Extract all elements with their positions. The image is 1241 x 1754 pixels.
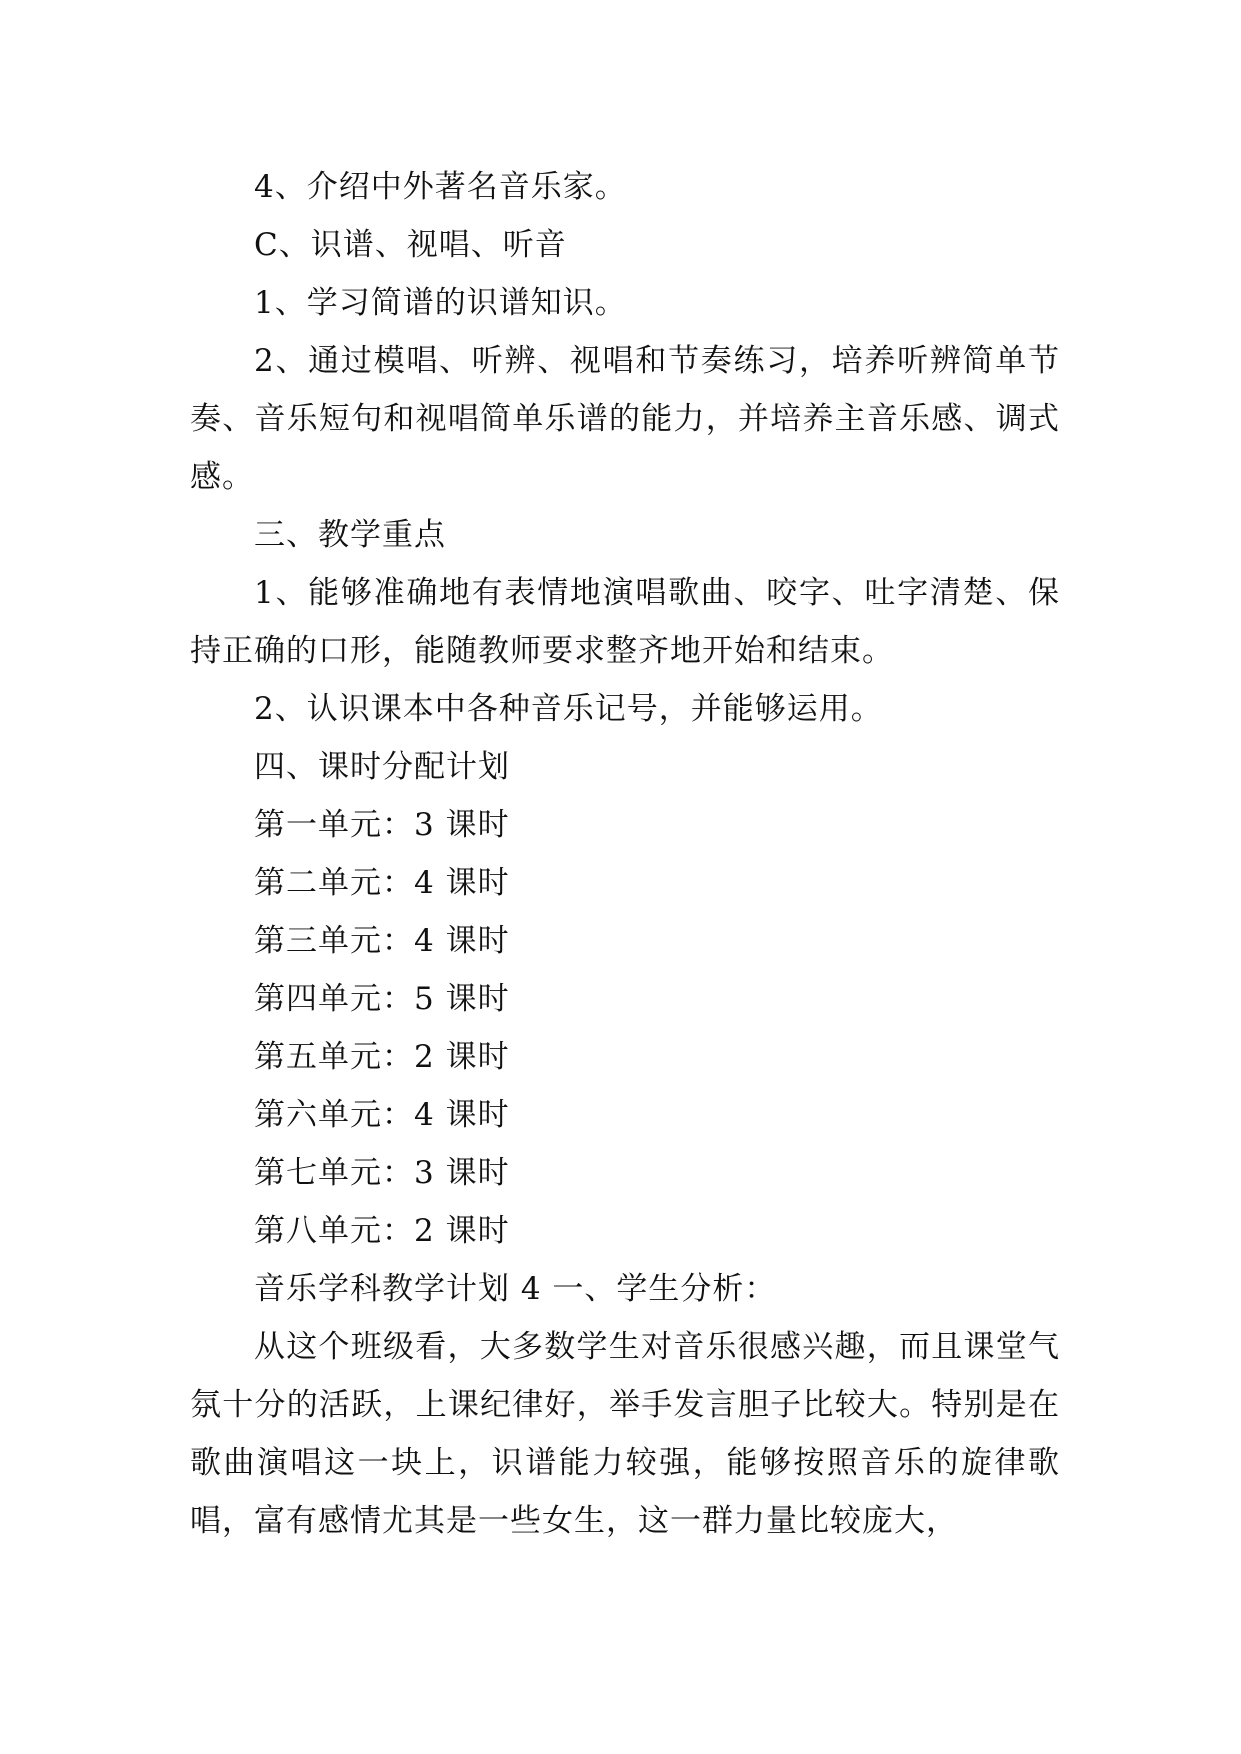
paragraph-focus-1: 1、能够准确地有表情地演唱歌曲、咬字、吐字清楚、保持正确的口形，能随教师要求整齐地开始和结束。	[190, 575, 1060, 669]
schedule-unit-3: 第三单元：4 课时	[254, 923, 510, 959]
paragraph-item-c1: 1、学习简谱的识谱知识。	[254, 285, 627, 321]
paragraph-item-4: 4、介绍中外著名音乐家。	[254, 169, 627, 205]
schedule-unit-2: 第二单元：4 课时	[254, 865, 510, 901]
paragraph-focus-2: 2、认识课本中各种音乐记号，并能够运用。	[254, 691, 883, 727]
schedule-unit-5: 第五单元：2 课时	[254, 1039, 510, 1075]
schedule-unit-1: 第一单元：3 课时	[254, 807, 510, 843]
paragraph-item-c2: 2、通过模唱、听辨、视唱和节奏练习，培养听辨简单节奏、音乐短句和视唱简单乐谱的能力，并培养主音乐感、调式感。	[190, 343, 1060, 495]
student-analysis-paragraph: 从这个班级看，大多数学生对音乐很感兴趣，而且课堂气氛十分的活跃，上课纪律好，举手发言胆子比较大。特别是在歌曲演唱这一块上，识谱能力较强，能够按照音乐的旋律歌唱，富有感情尤其是一些女生，这一群力量比较庞大，	[190, 1329, 1060, 1539]
schedule-unit-7: 第七单元：3 课时	[254, 1155, 510, 1191]
plan-4-heading: 音乐学科教学计划 4 一、学生分析：	[254, 1271, 777, 1307]
section-heading-schedule: 四、课时分配计划	[254, 749, 510, 785]
schedule-unit-6: 第六单元：4 课时	[254, 1097, 510, 1133]
document-body	[190, 158, 1060, 1550]
section-heading-c: C、识谱、视唱、听音	[254, 227, 567, 263]
section-heading-teaching-focus: 三、教学重点	[254, 517, 446, 553]
schedule-unit-8: 第八单元：2 课时	[254, 1213, 510, 1249]
schedule-unit-4: 第四单元：5 课时	[254, 981, 510, 1017]
